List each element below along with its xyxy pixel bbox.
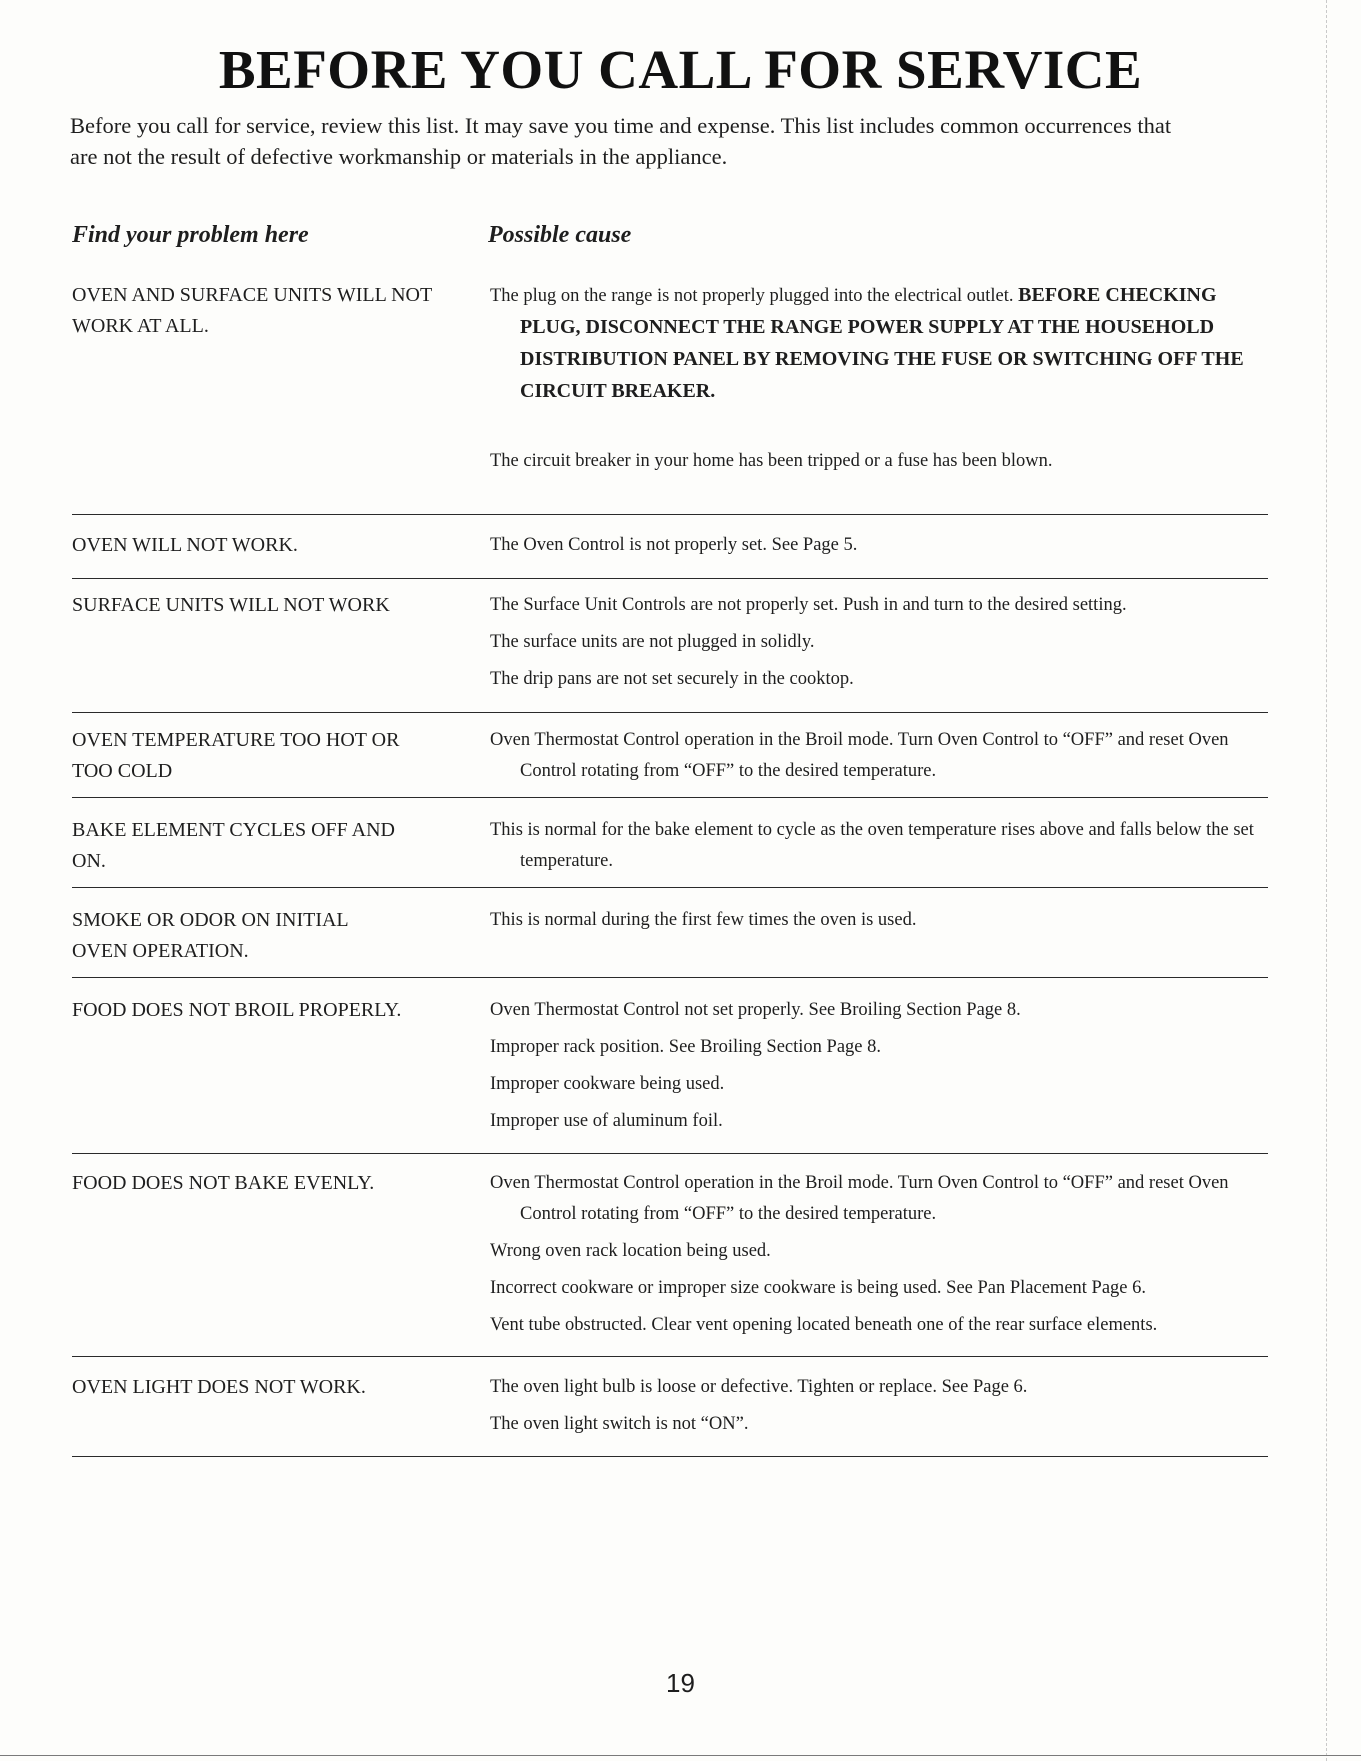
cause-text: The Oven Control is not properly set. See Page 5. bbox=[490, 535, 858, 555]
cause-text: The circuit breaker in your home has been tripped or a fuse has been blown. bbox=[490, 451, 1053, 471]
cause-text: This is normal for the bake element to cycle as the oven temperature rises above and falls below the set temperature. bbox=[490, 820, 1254, 871]
cause-text: Oven Thermostat Control operation in the Broil mode. Turn Oven Control to “OFF” and reset Oven Control rotating from “OFF” to the desired temperature. bbox=[490, 1173, 1229, 1224]
cause-text: The oven light switch is not “ON”. bbox=[490, 1414, 749, 1434]
cause-text: The plug on the range is not properly plugged into the electrical outlet. BEFORE CHECKING PLUG, DISCONNECT THE RANGE POWER SUPPLY AT THE HOUSEHOLD DISTRIBUTION PANEL BY REMOVING THE FUSE OR SWITCHING OFF THE CIRCUIT BREAKER. bbox=[490, 284, 1244, 402]
table-row bbox=[72, 1372, 1268, 1457]
table-row bbox=[72, 590, 1268, 713]
table-row bbox=[72, 280, 1268, 515]
cause-text: The Surface Unit Controls are not properly set. Push in and turn to the desired setting. bbox=[490, 595, 1127, 615]
cause-text: Improper cookware being used. bbox=[490, 1074, 725, 1094]
cause-list bbox=[490, 590, 1280, 701]
cause-list bbox=[490, 995, 1280, 1143]
page-title: BEFORE YOU CALL FOR SERVICE bbox=[218, 39, 1143, 100]
scan-edge bbox=[1326, 0, 1327, 1761]
cause-list bbox=[490, 725, 1280, 793]
problem-text: OVEN WILL NOT WORK. bbox=[72, 534, 298, 556]
problem-text: OVEN TEMPERATURE TOO HOT OR TOO COLD bbox=[72, 729, 400, 782]
problem-text: OVEN AND SURFACE UNITS WILL NOT WORK AT ALL. bbox=[72, 284, 432, 337]
cause-text: The oven light bulb is loose or defective. Tighten or replace. See Page 6. bbox=[490, 1377, 1028, 1397]
cause-text: Incorrect cookware or improper size cookware is being used. See Pan Placement Page 6. bbox=[490, 1278, 1147, 1298]
problem-text: SMOKE OR ODOR ON INITIAL OVEN OPERATION. bbox=[72, 909, 348, 962]
cause-list bbox=[490, 1168, 1280, 1347]
cause-column-header: Possible cause bbox=[488, 222, 632, 248]
problem-text: FOOD DOES NOT BROIL PROPERLY. bbox=[72, 999, 402, 1021]
cause-text: The surface units are not plugged in solidly. bbox=[490, 632, 815, 652]
problem-text: FOOD DOES NOT BAKE EVENLY. bbox=[72, 1172, 375, 1194]
cause-list bbox=[490, 1372, 1280, 1446]
cause-list bbox=[490, 815, 1280, 883]
page-number: 19 bbox=[666, 1668, 695, 1698]
cause-text: This is normal during the first few times the oven is used. bbox=[490, 910, 917, 930]
cause-text: Oven Thermostat Control not set properly. See Broiling Section Page 8. bbox=[490, 1000, 1021, 1020]
cause-list bbox=[490, 280, 1280, 483]
table-row bbox=[72, 530, 1268, 579]
cause-list bbox=[490, 530, 1280, 567]
cause-text: Improper rack position. See Broiling Section Page 8. bbox=[490, 1037, 881, 1057]
cause-text: The drip pans are not set securely in the cooktop. bbox=[490, 669, 854, 689]
table-row bbox=[72, 815, 1268, 888]
problem-text: SURFACE UNITS WILL NOT WORK bbox=[72, 594, 390, 616]
table-row bbox=[72, 995, 1268, 1154]
cause-text: Vent tube obstructed. Clear vent opening located beneath one of the rear surface elements. bbox=[490, 1315, 1158, 1335]
table-row bbox=[72, 1168, 1268, 1357]
problem-column-header: Find your problem here bbox=[72, 222, 309, 248]
cause-text: Improper use of aluminum foil. bbox=[490, 1111, 723, 1131]
table-row bbox=[72, 725, 1268, 798]
cause-list bbox=[490, 905, 1280, 942]
warning-text: BEFORE CHECKING PLUG, DISCONNECT THE RANGE POWER SUPPLY AT THE HOUSEHOLD DISTRIBUTION PANEL BY REMOVING THE FUSE OR SWITCHING OFF THE CIRCUIT BREAKER. bbox=[520, 284, 1244, 402]
cause-text: Oven Thermostat Control operation in the Broil mode. Turn Oven Control to “OFF” and reset Oven Control rotating from “OFF” to the desired temperature. bbox=[490, 730, 1229, 781]
problem-text: BAKE ELEMENT CYCLES OFF AND ON. bbox=[72, 819, 395, 872]
problem-text: OVEN LIGHT DOES NOT WORK. bbox=[72, 1376, 366, 1398]
intro-paragraph: Before you call for service, review this list. It may save you time and expense. This list includes common occurrences that are not the result of defective workmanship or materials in the appliance. bbox=[70, 113, 1172, 169]
table-row bbox=[72, 905, 1268, 978]
page-bottom-edge bbox=[0, 1755, 1361, 1756]
cause-text: Wrong oven rack location being used. bbox=[490, 1241, 771, 1261]
